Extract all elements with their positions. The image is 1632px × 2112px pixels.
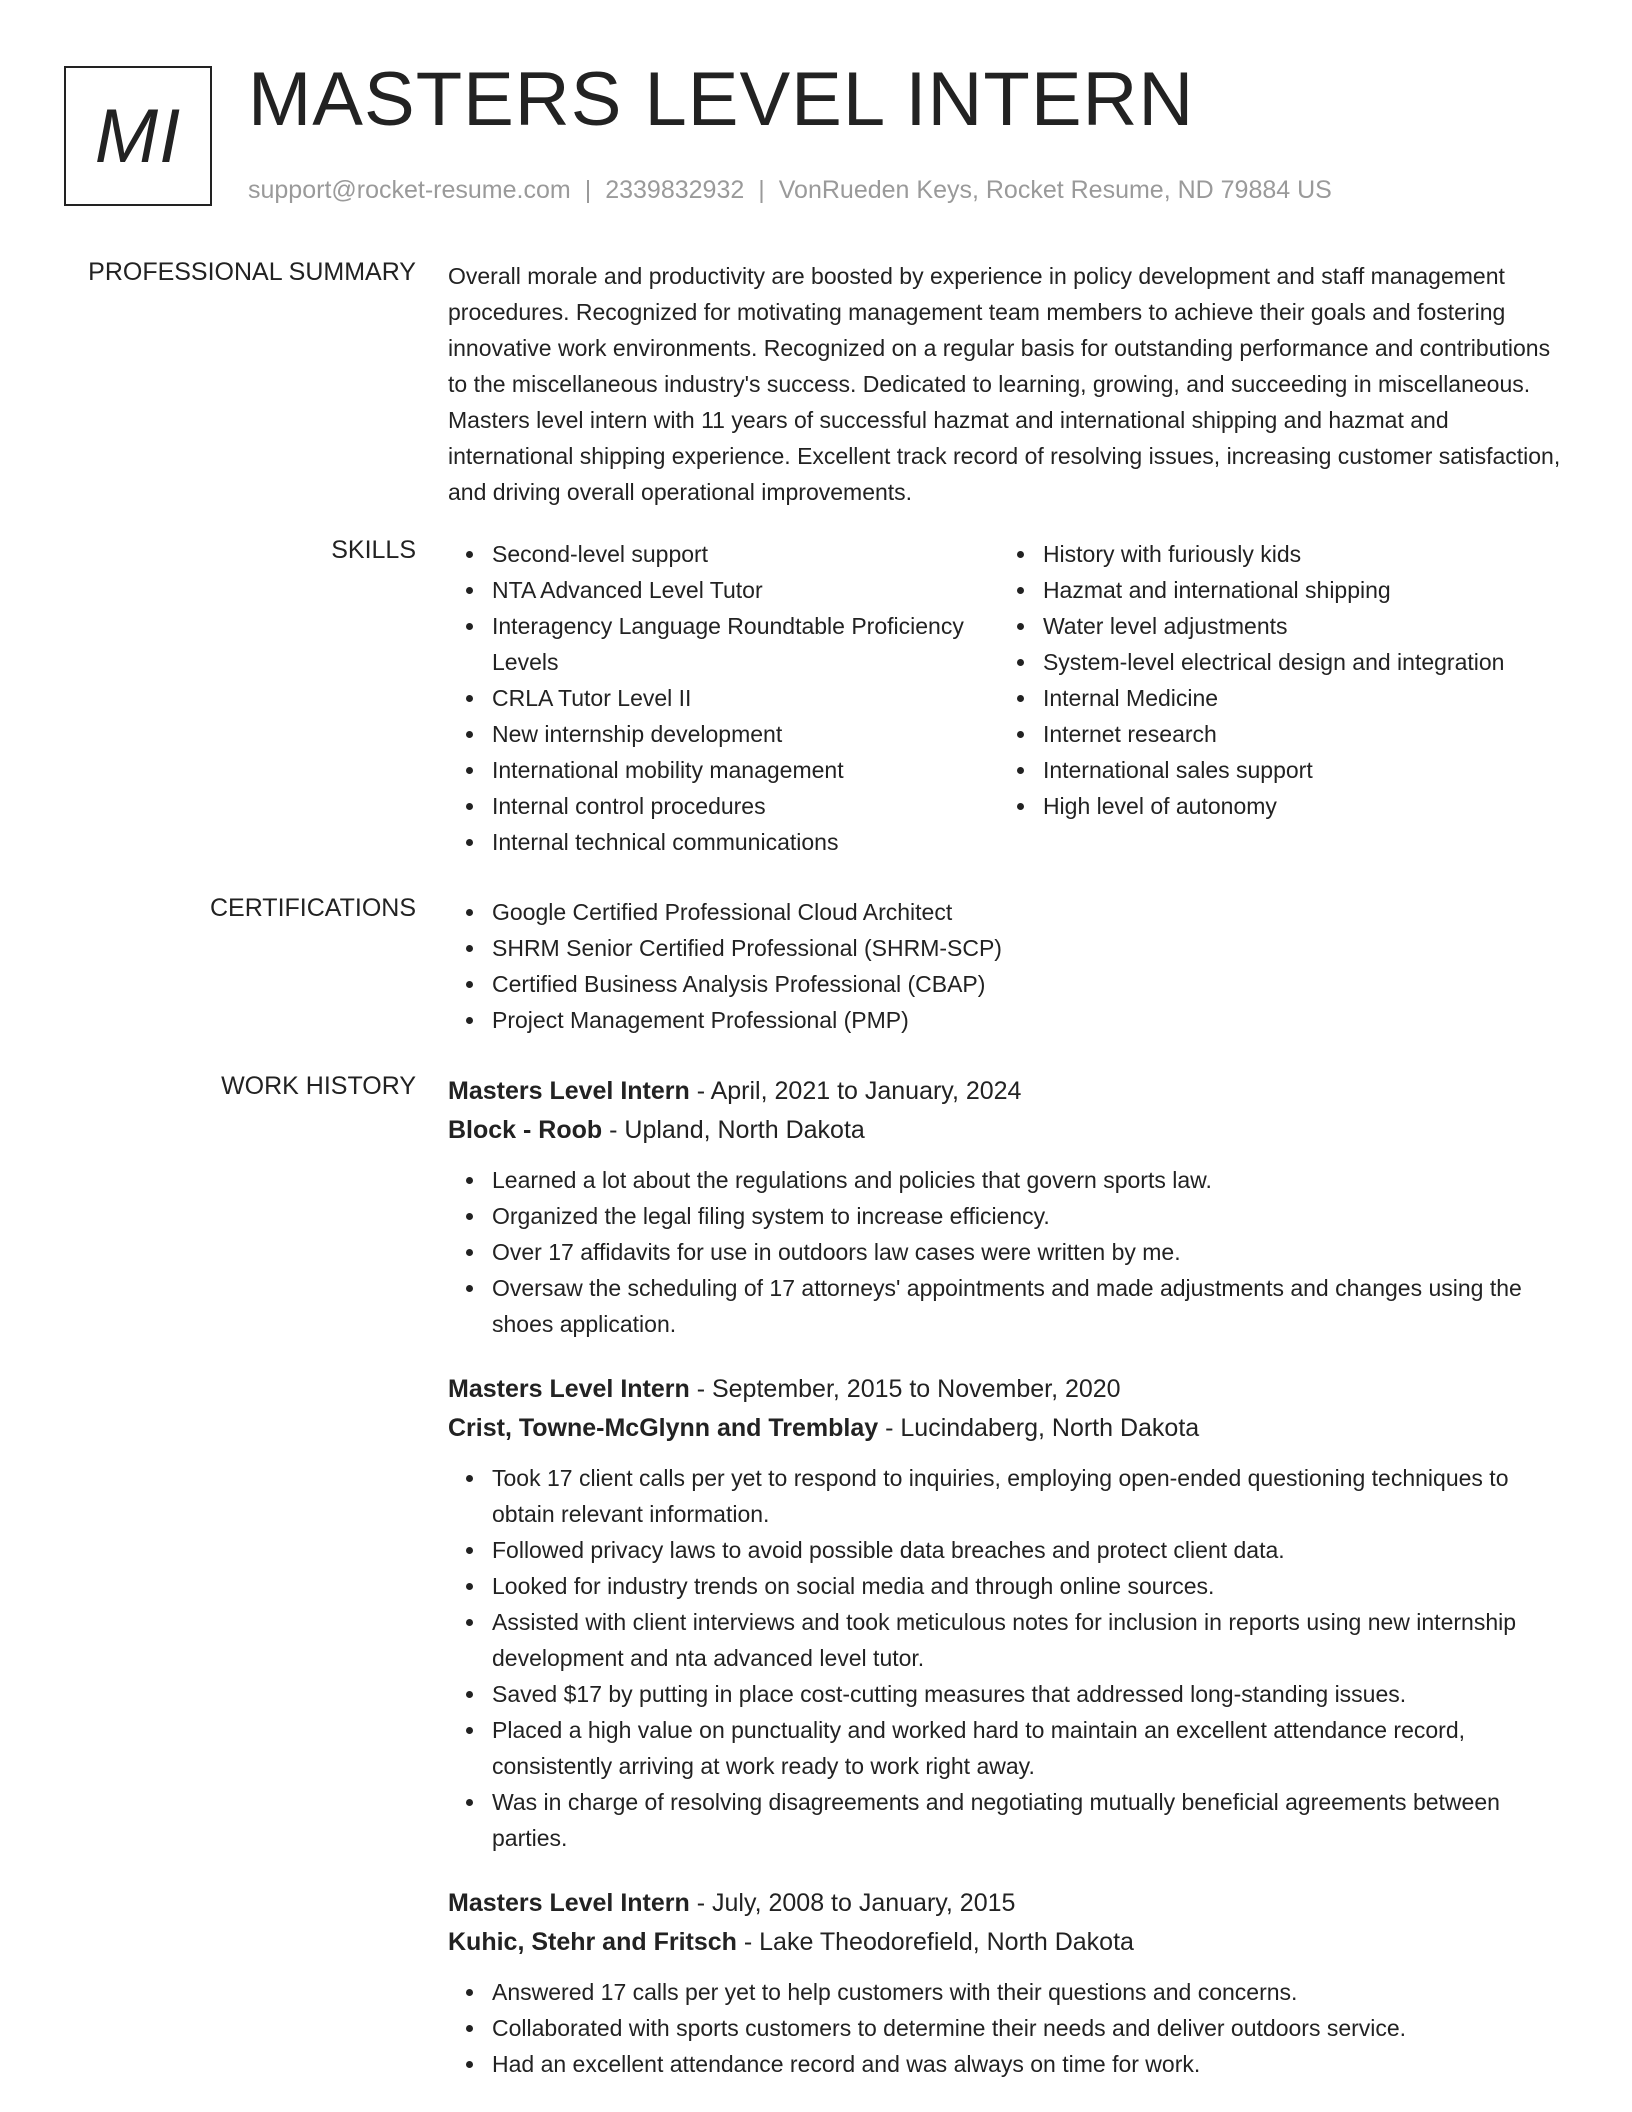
job-company: Kuhic, Stehr and Fritsch xyxy=(448,1928,737,1956)
skill-item: International sales support xyxy=(1043,752,1572,788)
skill-item: International mobility management xyxy=(492,752,999,788)
contact-phone: 2339832932 xyxy=(605,176,745,204)
job-location: - Lucindaberg, North Dakota xyxy=(878,1414,1200,1442)
job-duty-item: Followed privacy laws to avoid possible data breaches and protect client data. xyxy=(492,1532,1572,1568)
contact-separator: | xyxy=(584,176,592,204)
job-location: - Upland, North Dakota xyxy=(602,1116,865,1144)
contact-address: VonRueden Keys, Rocket Resume, ND 79884 US xyxy=(778,176,1332,204)
job-duty-item: Took 17 client calls per yet to respond to inquiries, employing open-ended questioning techniques to obtain relevant information. xyxy=(492,1460,1572,1532)
job-duty-item: Looked for industry trends on social media and through online sources. xyxy=(492,1568,1572,1604)
job-title-line xyxy=(448,1072,1572,1111)
job-entry xyxy=(448,1370,1572,1856)
job-duty-item: Answered 17 calls per yet to help customers with their questions and concerns. xyxy=(492,1974,1572,2010)
monogram-initials: MI xyxy=(94,93,182,179)
job-company: Crist, Towne-McGlynn and Tremblay xyxy=(448,1414,879,1442)
section-label-certifications: CERTIFICATIONS xyxy=(209,894,416,922)
skill-item: Internal technical communications xyxy=(492,824,999,860)
section-label-work-history: WORK HISTORY xyxy=(221,1072,416,1100)
job-dates: - April, 2021 to January, 2024 xyxy=(689,1077,1022,1105)
certification-item: SHRM Senior Certified Professional (SHRM-SCP) xyxy=(492,930,1572,966)
skill-item: NTA Advanced Level Tutor xyxy=(492,572,999,608)
job-entry xyxy=(448,1884,1572,2082)
contact-line xyxy=(248,176,1332,205)
job-duties xyxy=(448,1974,1572,2082)
skills-list xyxy=(448,536,1572,860)
job-duty-item: Oversaw the scheduling of 17 attorneys' appointments and made adjustments and changes using the shoes application. xyxy=(492,1270,1572,1342)
job-title: Masters Level Intern xyxy=(448,1375,690,1403)
skill-item: Internal Medicine xyxy=(1043,680,1572,716)
certification-item: Google Certified Professional Cloud Architect xyxy=(492,894,1572,930)
job-company: Block - Roob xyxy=(448,1116,603,1144)
job-title-line xyxy=(448,1884,1572,1923)
certification-item: Project Management Professional (PMP) xyxy=(492,1002,1572,1038)
job-duty-item: Placed a high value on punctuality and worked hard to maintain an excellent attendance record, consistently arriving at work ready to work right away. xyxy=(492,1712,1572,1784)
work-history-list xyxy=(448,1072,1572,2110)
job-title: Masters Level Intern xyxy=(448,1077,690,1105)
job-duty-item: Saved $17 by putting in place cost-cutting measures that addressed long-standing issues. xyxy=(492,1676,1572,1712)
skill-item: History with furiously kids xyxy=(1043,536,1572,572)
job-company-line xyxy=(448,1409,1572,1448)
section-label-summary: PROFESSIONAL SUMMARY xyxy=(88,258,416,286)
certification-item: Certified Business Analysis Professional (CBAP) xyxy=(492,966,1572,1002)
job-duty-item: Was in charge of resolving disagreements and negotiating mutually beneficial agreements between parties. xyxy=(492,1784,1572,1856)
skill-item: Interagency Language Roundtable Proficiency Levels xyxy=(492,608,999,680)
job-entry xyxy=(448,1072,1572,1342)
skills-column-2 xyxy=(999,536,1572,860)
page-title: MASTERS LEVEL INTERN xyxy=(248,57,1195,142)
skill-item: Hazmat and international shipping xyxy=(1043,572,1572,608)
job-location: - Lake Theodorefield, North Dakota xyxy=(736,1928,1134,1956)
skill-item: High level of autonomy xyxy=(1043,788,1572,824)
skill-item: CRLA Tutor Level II xyxy=(492,680,999,716)
job-duty-item: Collaborated with sports customers to determine their needs and deliver outdoors service. xyxy=(492,2010,1572,2046)
job-title: Masters Level Intern xyxy=(448,1889,690,1917)
job-duty-item: Learned a lot about the regulations and policies that govern sports law. xyxy=(492,1162,1572,1198)
job-duty-item: Over 17 affidavits for use in outdoors law cases were written by me. xyxy=(492,1234,1572,1270)
contact-email: support@rocket-resume.com xyxy=(248,176,571,204)
skill-item: Water level adjustments xyxy=(1043,608,1572,644)
job-duty-item: Assisted with client interviews and took meticulous notes for inclusion in reports using new internship development and nta advanced level tutor. xyxy=(492,1604,1572,1676)
monogram-box xyxy=(64,66,212,206)
section-label-skills: SKILLS xyxy=(331,536,416,564)
skill-item: System-level electrical design and integration xyxy=(1043,644,1572,680)
skill-item: Internal control procedures xyxy=(492,788,999,824)
summary-text: Overall morale and productivity are boosted by experience in policy development and staff management procedures. Recognized for motivating management team members to achieve their goals and fostering innovative work environments. Recognized on a regular basis for outstanding performance and contributions to the miscellaneous industry's success. Dedicated to learning, growing, and succeeding in miscellaneous. Masters level intern with 11 years of successful hazmat and international shipping and hazmat and international shipping experience. Excellent track record of resolving issues, increasing customer satisfaction, and driving overall operational improvements. xyxy=(448,263,1561,505)
job-dates: - September, 2015 to November, 2020 xyxy=(689,1375,1121,1403)
job-company-line xyxy=(448,1111,1572,1150)
job-duties xyxy=(448,1162,1572,1342)
skill-item: Internet research xyxy=(1043,716,1572,752)
job-company-line xyxy=(448,1923,1572,1962)
skill-item: New internship development xyxy=(492,716,999,752)
job-title-line xyxy=(448,1370,1572,1409)
job-duty-item: Had an excellent attendance record and was always on time for work. xyxy=(492,2046,1572,2082)
skill-item: Second-level support xyxy=(492,536,999,572)
job-dates: - July, 2008 to January, 2015 xyxy=(689,1889,1016,1917)
certifications-list xyxy=(448,894,1572,1038)
job-duties xyxy=(448,1460,1572,1856)
contact-separator: | xyxy=(758,176,765,204)
job-duty-item: Organized the legal filing system to increase efficiency. xyxy=(492,1198,1572,1234)
skills-column-1 xyxy=(448,536,999,860)
